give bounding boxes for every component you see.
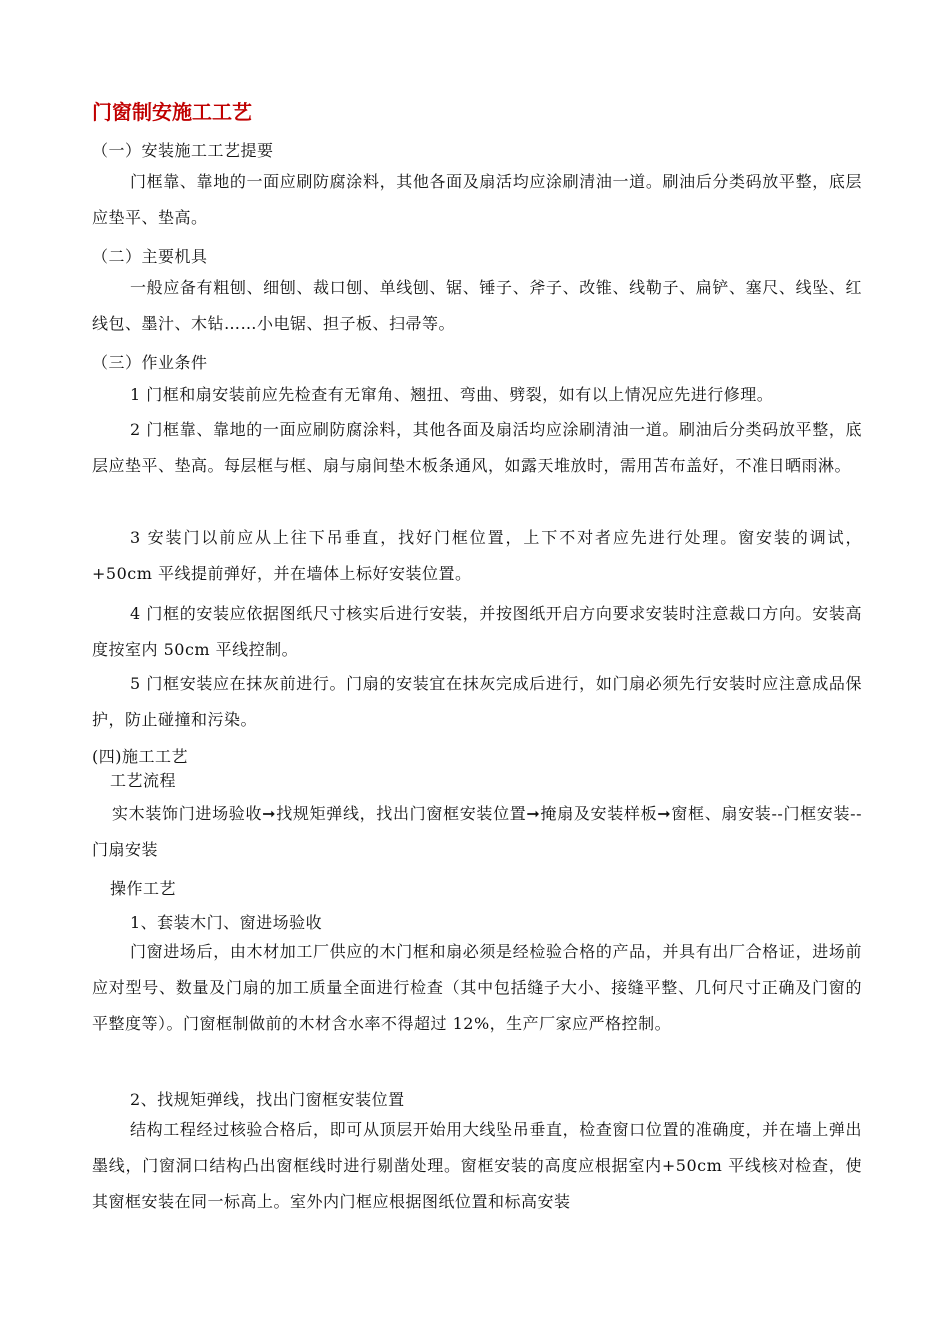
process-flow-heading: 工艺流程: [110, 771, 177, 790]
document-title: 门窗制安施工工艺: [92, 100, 252, 124]
section-1-heading: （一）安装施工工艺提要: [92, 141, 274, 160]
condition-item-4: 4 门框的安装应依据图纸尺寸核实后进行安装，并按图纸开启方向要求安装时注意裁口方向。安装高度按室内 50cm 平线控制。: [92, 604, 862, 659]
operation-2-heading: 2、找规矩弹线，找出门窗框安装位置: [130, 1090, 405, 1109]
condition-item-1: 1 门框和扇安装前应先检查有无窜角、翘扭、弯曲、劈裂，如有以上情况应先进行修理。: [130, 385, 774, 404]
section-4-heading: (四)施工工艺: [92, 747, 188, 766]
operation-1-paragraph: 门窗进场后，由木材加工厂供应的木门框和扇必须是经检验合格的产品，并具有出厂合格证，进场前应对型号、数量及门扇的加工质量全面进行检查（其中包括缝子大小、接缝平整、几何尺寸正确及门窗的平整度等）。门窗框制做前的木材含水率不得超过 12%，生产厂家应严格控制。: [92, 942, 862, 1033]
operation-1-heading: 1、套装木门、窗进场验收: [130, 913, 323, 932]
condition-item-2: 2 门框靠、靠地的一面应刷防腐涂料，其他各面及扇活均应涂刷清油一道。刷油后分类码放平整，底层应垫平、垫高。每层框与框、扇与扇间垫木板条通风，如露天堆放时，需用苫布盖好，不准日晒雨淋。: [92, 420, 862, 475]
section-3-heading: （三）作业条件: [92, 353, 208, 372]
condition-item-3: 3 安装门以前应从上往下吊垂直，找好门框位置，上下不对者应先进行处理。窗安装的调试，+50cm 平线提前弹好，并在墙体上标好安装位置。: [92, 528, 862, 583]
section-1-paragraph: 门框靠、靠地的一面应刷防腐涂料，其他各面及扇活均应涂刷清油一道。刷油后分类码放平整，底层应垫平、垫高。: [92, 172, 862, 227]
process-flow-paragraph: 实木装饰门进场验收➞找规矩弹线，找出门窗框安装位置➞掩扇及安装样板➞窗框、扇安装--门框安装--门扇安装: [92, 804, 862, 859]
condition-item-5: 5 门框安装应在抹灰前进行。门扇的安装宜在抹灰完成后进行，如门扇必须先行安装时应注意成品保护，防止碰撞和污染。: [92, 674, 862, 729]
section-2-paragraph: 一般应备有粗刨、细刨、裁口刨、单线刨、锯、锤子、斧子、改锥、线勒子、扁铲、塞尺、线坠、红线包、墨汁、木钻……小电锯、担子板、扫帚等。: [92, 278, 862, 333]
section-2-heading: （二）主要机具: [92, 247, 208, 266]
operation-2-paragraph: 结构工程经过核验合格后，即可从顶层开始用大线坠吊垂直，检查窗口位置的准确度，并在墙上弹出墨线，门窗洞口结构凸出窗框线时进行剔凿处理。窗框安装的高度应根据室内+50cm 平线核对检查，使其窗框安装在同一标高上。室外内门框应根据图纸位置和标高安装: [92, 1120, 862, 1211]
operation-heading: 操作工艺: [110, 879, 177, 898]
